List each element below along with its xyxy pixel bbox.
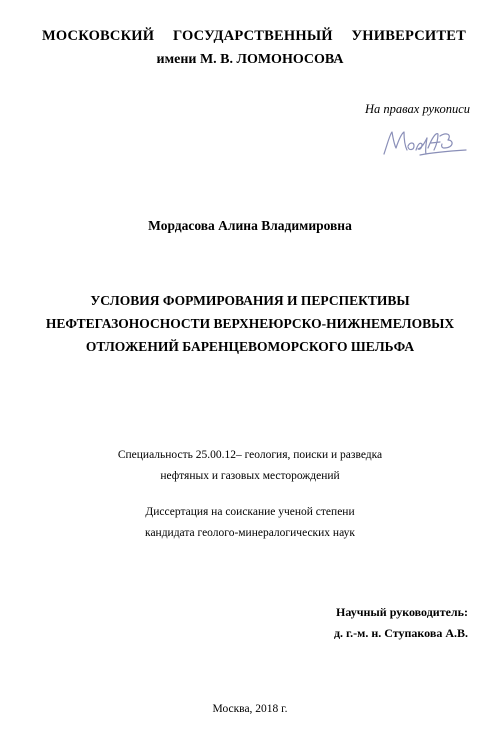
degree-line: Диссертация на соискание ученой степени (145, 506, 355, 518)
specialty-line: нефтяных и газовых месторождений (160, 470, 340, 482)
manuscript-note: На правах рукописи (365, 102, 470, 116)
degree-line: кандидата геолого-минералогических наук (145, 527, 355, 539)
dissertation-title (0, 289, 500, 358)
university-title (42, 28, 466, 45)
degree-block (0, 502, 500, 544)
specialty-line: Специальность 25.00.12– геология, поиски и разведка (117, 449, 383, 461)
university-word-3: УНИВЕРСИТЕТ (351, 28, 466, 44)
university-word-1: МОСКОВСКИЙ (42, 28, 155, 44)
supervisor-block (334, 602, 468, 644)
title-line: УСЛОВИЯ ФОРМИРОВАНИЯ И ПЕРСПЕКТИВЫ (90, 293, 410, 308)
signature-icon (380, 124, 470, 160)
title-line: НЕФТЕГАЗОНОСНОСТИ ВЕРХНЕЮРСКО-НИЖНЕМЕЛОВЫХ (45, 316, 455, 331)
city-year: Москва, 2018 г. (212, 703, 288, 715)
supervisor-name: д. г.-м. н. Ступакова А.В. (333, 626, 468, 640)
title-line: ОТЛОЖЕНИЙ БАРЕНЦЕВОМОРСКОГО ШЕЛЬФА (85, 339, 415, 354)
supervisor-label: Научный руководитель: (336, 605, 468, 619)
author-name: Мордасова Алина Владимировна (148, 218, 352, 233)
university-subtitle: имени М. В. ЛОМОНОСОВА (156, 52, 344, 67)
university-word-2: ГОСУДАРСТВЕННЫЙ (172, 28, 333, 44)
specialty-block (0, 445, 500, 487)
